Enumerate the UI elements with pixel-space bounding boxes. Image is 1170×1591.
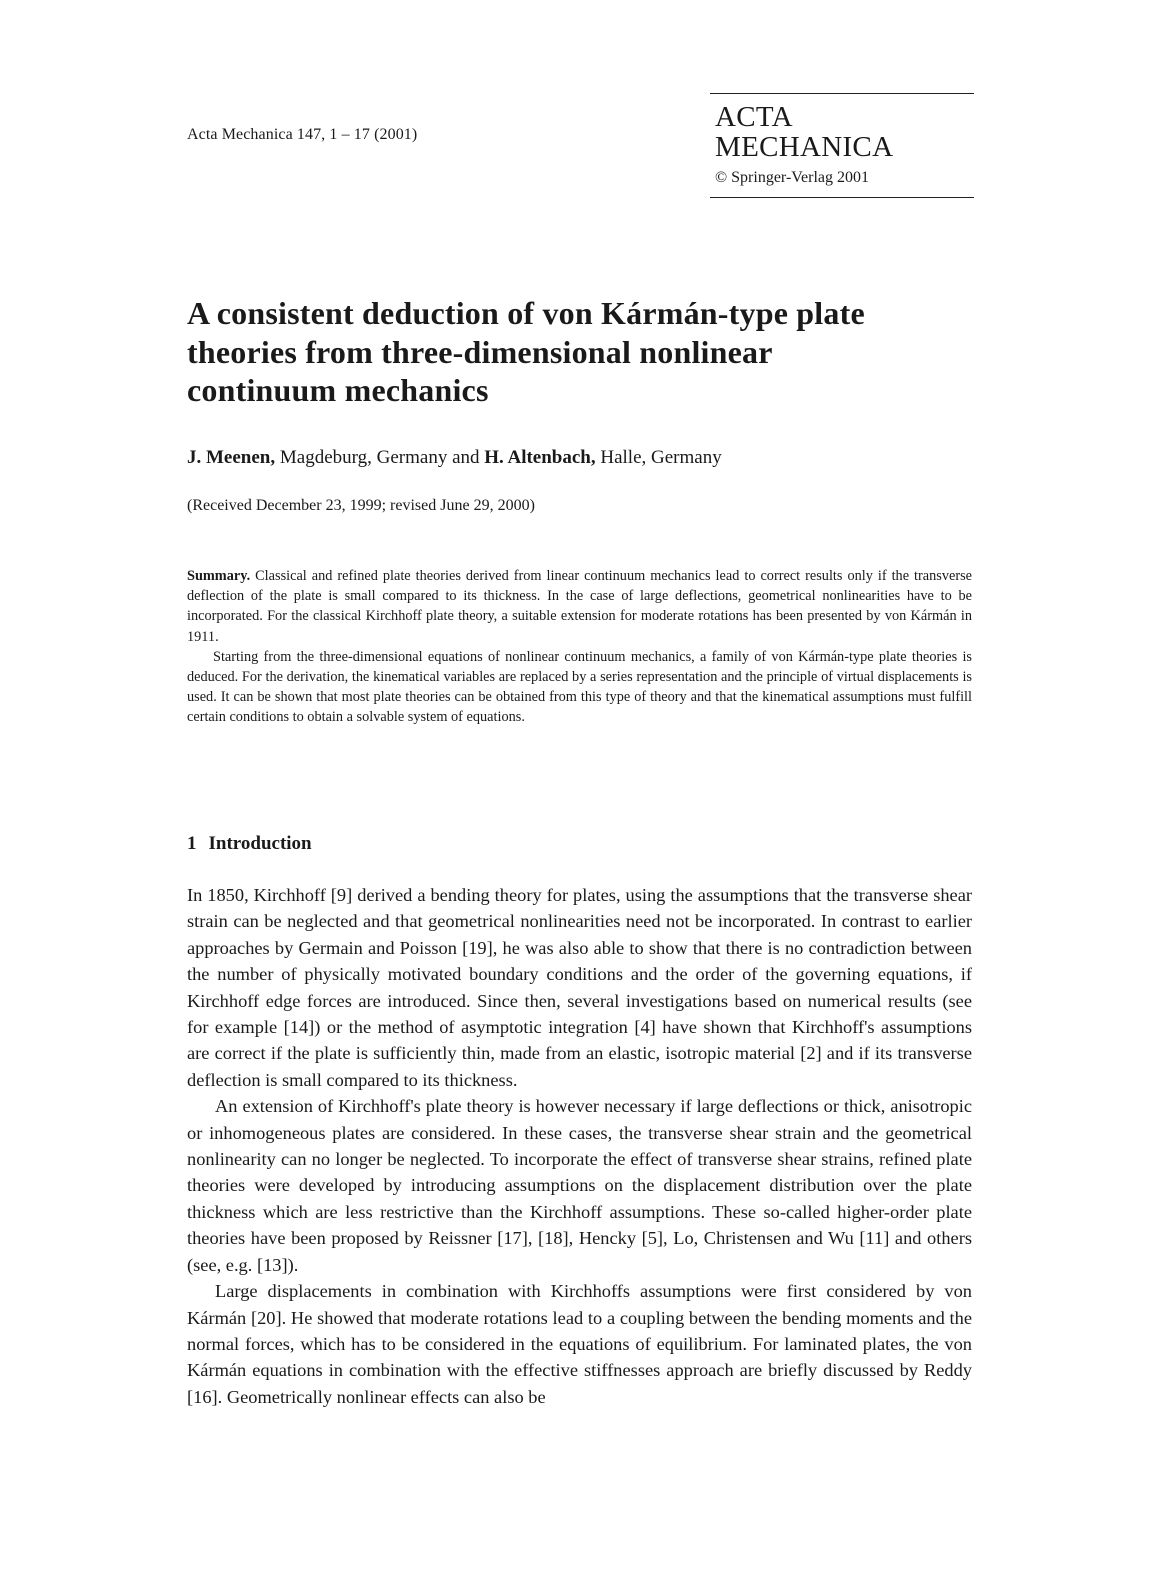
section-body <box>187 882 972 1410</box>
author-line <box>187 447 722 469</box>
summary-label: Summary. <box>187 568 251 584</box>
body-paragraph: An extension of Kirchhoff's plate theory is however necessary if large deflections or thick, anisotropic or inhomogeneous plates are considered. In these cases, the transverse shear strain and the geometrical nonlinearity can no longer be neglected. To incorporate the effect of transverse shear strains, refined plate theories were developed by introducing assumptions on the displacement distribution over the plate thickness which are less restrictive than the Kirchhoff assumptions. These so-called higher-order plate theories have been proposed by Reissner [17], [18], Hencky [5], Lo, Christensen and Wu [11] and others (see, e.g. [13]). <box>187 1096 972 1275</box>
summary-paragraph: Starting from the three-dimensional equations of nonlinear continuum mechanics, a family of von Kármán-type plate theories is deduced. For the derivation, the kinematical variables are replaced by a series representation and the principle of virtual displacements is used. It can be shown that most plate theories can be obtained from this type of theory and that the kinematical assumptions must fulfill certain conditions to obtain a solvable system of equations. <box>187 648 972 726</box>
title-line: theories from three-dimensional nonlinear <box>187 333 773 370</box>
author-affiliation: Magdeburg, Germany and <box>275 447 485 468</box>
journal-reference: Acta Mechanica 147, 1 – 17 (2001) <box>187 126 418 143</box>
author-name: J. Meenen, <box>187 447 276 468</box>
body-paragraph: Large displacements in combination with Kirchhoffs assumptions were first considered by von Kármán [20]. He showed that moderate rotations lead to a coupling between the bending moments and the normal forces, which has to be considered in the equations of equilibrium. For laminated plates, the von Kármán equations in combination with the effective stiffnesses approach are briefly discussed by Reddy [16]. Geometrically nonlinear effects can also be <box>187 1281 972 1407</box>
summary-text: Classical and refined plate theories derived from linear continuum mechanics lead to correct results only if the transverse deflection of the plate is small compared to its thickness. In the case of large deflections, geometrical nonlinearities have to be incorporated. For the classical Kirchhoff plate theory, a suitable extension for moderate rotations has been presented by von Kármán in 1911. <box>187 568 972 645</box>
body-paragraph: In 1850, Kirchhoff [9] derived a bending theory for plates, using the assumptions that the transverse shear strain can be neglected and that geometrical nonlinearities need not be incorporated. In contrast to earlier approaches by Germain and Poisson [19], he was also able to show that there is no contradiction between the number of physically motivated boundary conditions and the order of the governing equations, if Kirchhoff edge forces are introduced. Since then, several investigations based on numerical results (see for example [14]) or the method of asymptotic integration [4] have shown that Kirchhoff's assumptions are correct if the plate is sufficiently thin, made from an elastic, isotropic material [2] and if its transverse deflection is small compared to its thickness. <box>187 885 972 1090</box>
section-title: Introduction <box>208 833 312 854</box>
article-title <box>187 294 987 410</box>
author-name: H. Altenbach, <box>484 447 596 468</box>
section-heading <box>187 833 312 855</box>
author-affiliation: Halle, Germany <box>595 447 722 468</box>
section-number: 1 <box>187 833 197 854</box>
journal-masthead <box>710 93 974 198</box>
summary-paragraph <box>187 566 972 647</box>
masthead-copyright: © Springer-Verlag 2001 <box>715 169 870 186</box>
summary-abstract <box>187 566 972 728</box>
masthead-title: ACTA MECHANICA <box>715 101 894 163</box>
received-dates: (Received December 23, 1999; revised June 29, 2000) <box>187 497 535 514</box>
title-line: continuum mechanics <box>187 372 489 408</box>
title-line: A consistent deduction of von Kármán-type plate <box>187 295 865 331</box>
